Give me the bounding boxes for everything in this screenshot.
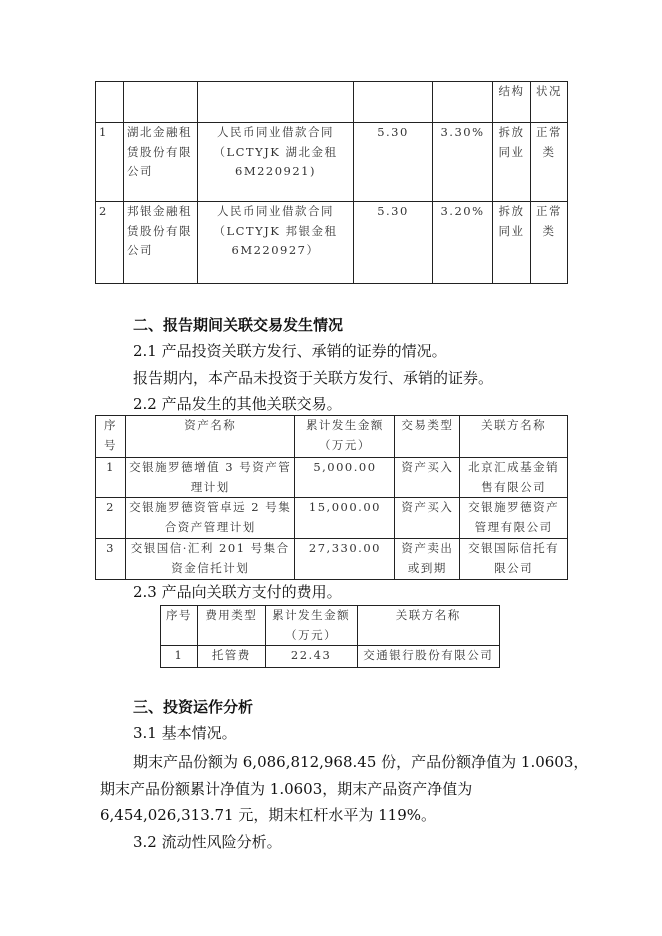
subheading-3-1: 3.1 基本情况。 [133, 724, 237, 742]
subheading-2-2: 2.2 产品发生的其他关联交易。 [133, 395, 342, 413]
paragraph-2-1: 报告期内，本产品未投资于关联方发行、承销的证券。 [133, 369, 494, 387]
table-row: 1 交银施罗德增值 3 号资产管理计划 5,000.00 资产买入 北京汇成基金销售有限公司 [96, 458, 568, 498]
loan-table [95, 81, 568, 284]
table-row: 2 邦银金融租赁股份有限公司 人民币同业借款合同（LCTYJK 邦银金租6M220927） 5.30 3.20% 拆放同业 正常类 [96, 202, 568, 284]
fees-table: 序号 费用类型 累计发生金额（万元） 关联方名称 1 托管费 22.43 交通银行股份有限公司 [160, 605, 500, 668]
section-heading-3: 三、投资运作分析 [133, 698, 254, 716]
table-row: 1 托管费 22.43 交通银行股份有限公司 [161, 646, 500, 668]
header-structure: 结构 [493, 82, 531, 123]
table-row: 1 湖北金融租赁股份有限公司 人民币同业借款合同（LCTYJK 湖北金租6M220921) 5.30 3.30% 拆放同业 正常类 [96, 123, 568, 202]
section-heading-2: 二、报告期间关联交易发生情况 [133, 316, 344, 334]
table-row: 2 交银施罗德资管卓远 2 号集合资产管理计划 15,000.00 资产买入 交银施罗德资产管理有限公司 [96, 498, 568, 539]
subheading-2-3: 2.3 产品向关联方支付的费用。 [133, 583, 342, 601]
paragraph-line: 期末产品份额累计净值为 1.0603，期末产品资产净值为 [100, 780, 473, 798]
paragraph-line: 6,454,026,313.71 元，期末杠杆水平为 119%。 [100, 806, 437, 824]
related-transactions-table: 序号 资产名称 累计发生金额（万元） 交易类型 关联方名称 1 交银施罗德增值 3 号资产管理计划 5,000.00 资产买入 北京汇成基金销售有限公司 2 交银施罗德资管卓远 2 号集合资产管理计划 15,000.00 资产买入 交银施罗德资产管理有限公司 3 交银国信·汇利 201 号集合资金信托计划 27,330.00 资产卖出或到期 交银国际信托有限公司 [95, 415, 568, 580]
subheading-2-1: 2.1 产品投资关联方发行、承销的证券的情况。 [133, 342, 447, 360]
paragraph-line: 期末产品份额为 6,086,812,968.45 份，产品份额净值为 1.0603， [133, 753, 589, 771]
table-row: 3 交银国信·汇利 201 号集合资金信托计划 27,330.00 资产卖出或到期 交银国际信托有限公司 [96, 539, 568, 580]
header-status: 状况 [531, 82, 568, 123]
subheading-3-2: 3.2 流动性风险分析。 [133, 833, 282, 851]
